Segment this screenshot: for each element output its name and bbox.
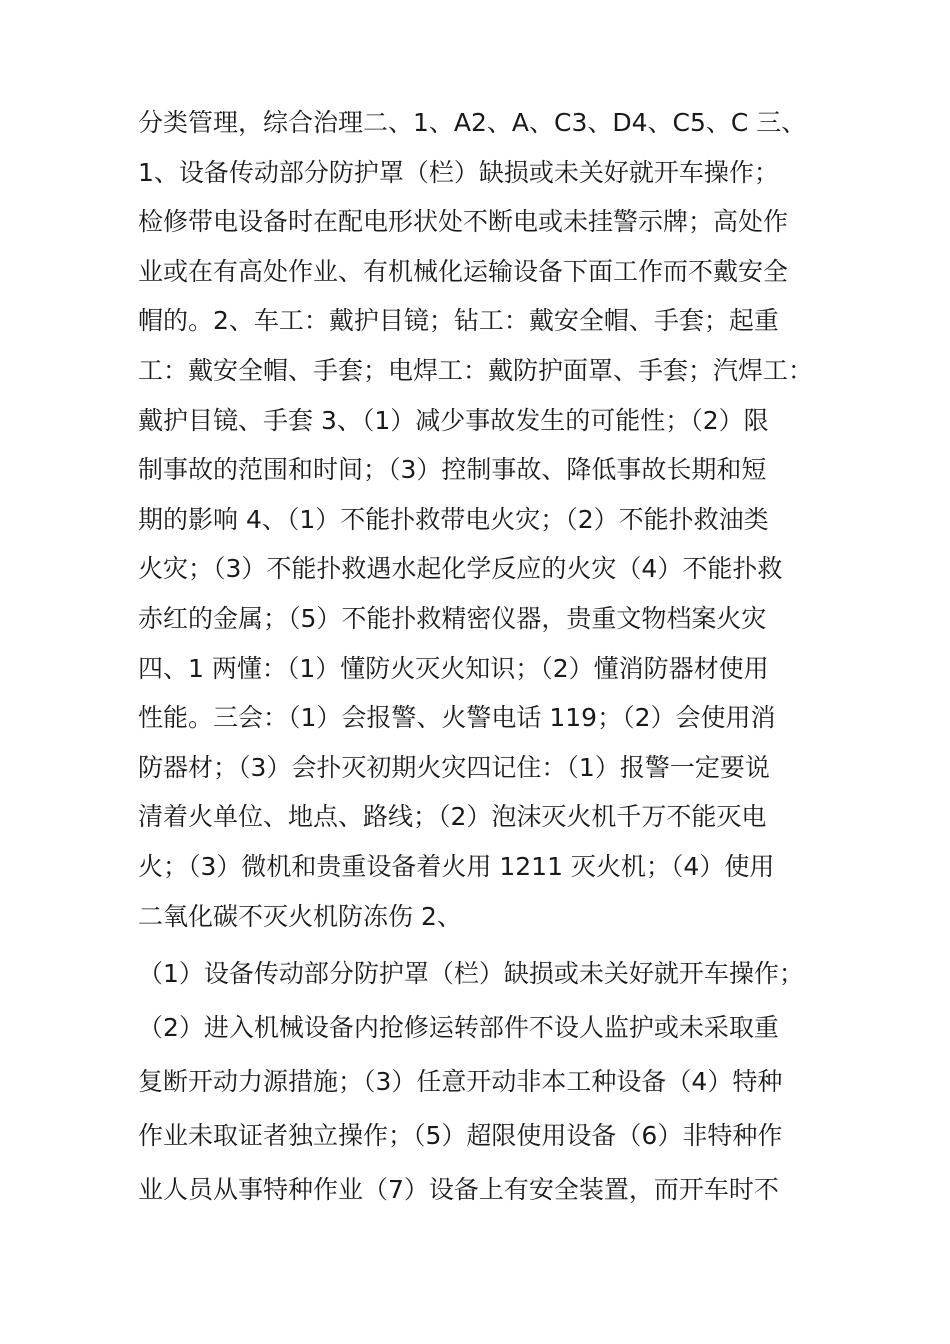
text-line: 清着火单位、地点、路线；（2）泡沫灭火机千万不能灭电 [138, 802, 767, 832]
text-line: 作业未取证者独立操作；（5）超限使用设备（6）非特种作 [138, 1121, 783, 1150]
text-line: 业或在有高处作业、有机械化运输设备下面工作而不戴安全 [138, 256, 789, 286]
text-line: 1、设备传动部分防护罩（栏）缺损或未关好就开车操作； [138, 157, 779, 187]
text-line: （1）设备传动部分防护罩（栏）缺损或未关好就开车操作； [138, 959, 804, 988]
text-line: 防器材；（3）会扑灭初期火灾四记住：（1）报警一定要说 [138, 752, 770, 782]
text-line: 赤红的金属；（5）不能扑救精密仪器，贵重文物档案火灾 [138, 603, 767, 633]
text-line: 帽的。2、车工：戴护目镜；钻工：戴安全帽、手套；起重 [138, 306, 779, 336]
text-line: 期的影响 4、（1）不能扑救带电火灾；（2）不能扑救油类 [138, 504, 769, 534]
text-line: 检修带电设备时在配电形状处不断电或未挂警示牌；高处作 [138, 207, 789, 237]
text-line: 业人员从事特种作业（7）设备上有安全装置，而开车时不 [138, 1175, 779, 1204]
text-line: （2）进入机械设备内抢修运转部件不设人监护或未采取重 [138, 1013, 779, 1042]
text-line: 分类管理，综合治理二、1、A2、A、C3、D4、C5、C 三、 [138, 108, 807, 137]
text-line: 二氧化碳不灭火机防冻伤 2、 [138, 901, 462, 931]
text-line: 四、1 两懂：（1）懂防火灭火知识；（2）懂消防器材使用 [138, 653, 769, 683]
text-line: 制事故的范围和时间；（3）控制事故、降低事故长期和短 [138, 455, 767, 485]
answer-paragraph-2 [138, 947, 838, 1217]
text-line: 性能。三会：（1）会报警、火警电话 119；（2）会使用消 [138, 703, 776, 733]
text-line: 工：戴安全帽、手套；电焊工：戴防护面罩、手套；汽焊工： [138, 355, 814, 385]
text-line: 火；（3）微机和贵重设备着火用 1211 灭火机；（4）使用 [138, 851, 775, 881]
text-line: 戴护目镜、手套 3、（1）减少事故发生的可能性；（2）限 [138, 405, 769, 435]
answer-paragraph-1 [138, 98, 838, 941]
text-line: 火灾；（3）不能扑救遇水起化学反应的火灾（4）不能扑救 [138, 554, 783, 584]
text-line: 复断开动力源措施；（3）任意开动非本工种设备（4）特种 [138, 1067, 783, 1096]
